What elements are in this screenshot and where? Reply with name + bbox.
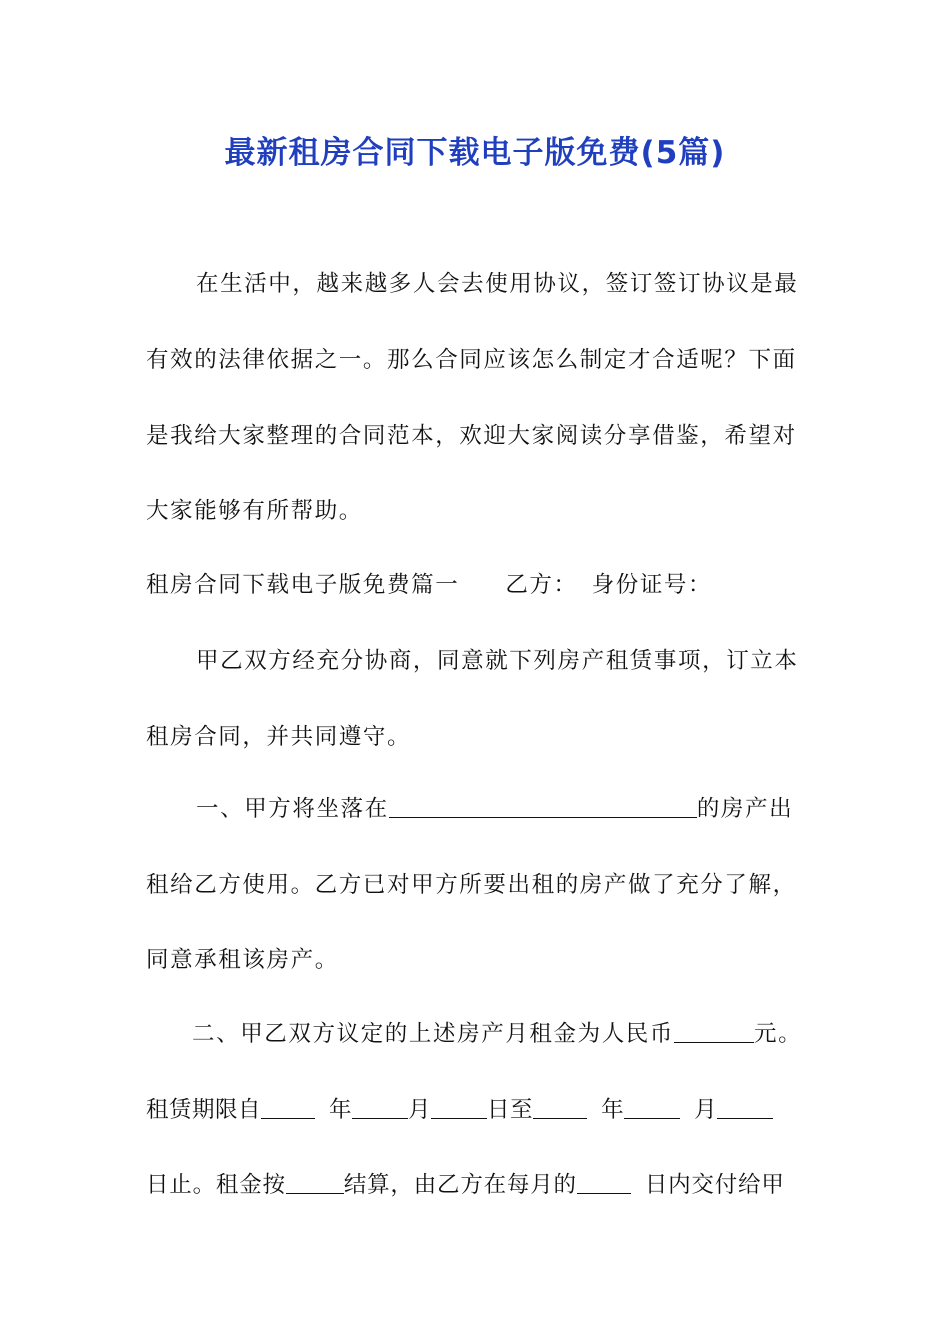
clause-2-before-blank: 二、甲乙双方议定的上述房产月租金为人民币	[192, 1021, 675, 1047]
clause-2-line-1	[192, 1017, 808, 1051]
end-year-label: 年	[601, 1097, 625, 1123]
intro-line-2: 有效的法律依据之一。那么合同应该怎么制定才合适呢？下面	[146, 347, 797, 373]
clause-2-line-3	[146, 1168, 808, 1202]
end-year-blank	[533, 1096, 587, 1119]
start-month-blank	[352, 1096, 408, 1119]
start-day-blank	[431, 1096, 487, 1119]
clause-2-line-2	[146, 1093, 808, 1127]
period-label: 租赁期限自	[146, 1097, 262, 1123]
preamble-line-1: 甲乙双方经充分协商，同意就下列房产租赁事项，订立本	[196, 648, 799, 674]
settle-label: 结算，由乙方在每月的	[343, 1172, 577, 1198]
address-blank	[389, 795, 697, 818]
clause-1-line-2: 租给乙方使用。乙方已对甲方所要出租的房产做了充分了解，	[146, 872, 797, 898]
pay-day-blank	[577, 1171, 631, 1194]
day-to-label: 日至	[487, 1097, 534, 1123]
id-number-label: 身份证号：	[591, 572, 713, 598]
clause-1-after-blank: 的房产出	[696, 796, 794, 822]
clause-1-line-3: 同意承租该房产。	[146, 947, 339, 973]
intro-line-3: 是我给大家整理的合同范本，欢迎大家阅读分享借鉴，希望对	[146, 423, 797, 449]
start-year-blank	[261, 1096, 315, 1119]
rent-amount-blank	[674, 1020, 754, 1043]
pay-within-label: 日内交付给甲	[644, 1172, 785, 1198]
end-label: 日止。租金按	[146, 1172, 286, 1198]
section-heading-label: 租房合同下载电子版免费篇一	[146, 572, 460, 598]
section-heading	[146, 568, 808, 602]
start-month-label: 月	[408, 1097, 432, 1123]
preamble-line-2: 租房合同，并共同遵守。	[146, 724, 412, 750]
party-b-label: 乙方：	[505, 572, 578, 598]
intro-line-1: 在生活中，越来越多人会去使用协议，签订签订协议是最	[196, 271, 799, 297]
end-month-label: 月	[694, 1097, 718, 1123]
clause-1-line-1	[196, 792, 808, 826]
end-day-blank	[717, 1096, 773, 1119]
document-title: 最新租房合同下载电子版免费(5篇)	[224, 135, 726, 171]
clause-1-before-blank: 一、甲方将坐落在	[196, 796, 389, 822]
settlement-blank	[286, 1171, 344, 1194]
clause-2-after-blank: 元。	[754, 1021, 803, 1047]
intro-line-4: 大家能够有所帮助。	[146, 498, 363, 524]
start-year-label: 年	[329, 1097, 353, 1123]
end-month-blank	[624, 1096, 680, 1119]
